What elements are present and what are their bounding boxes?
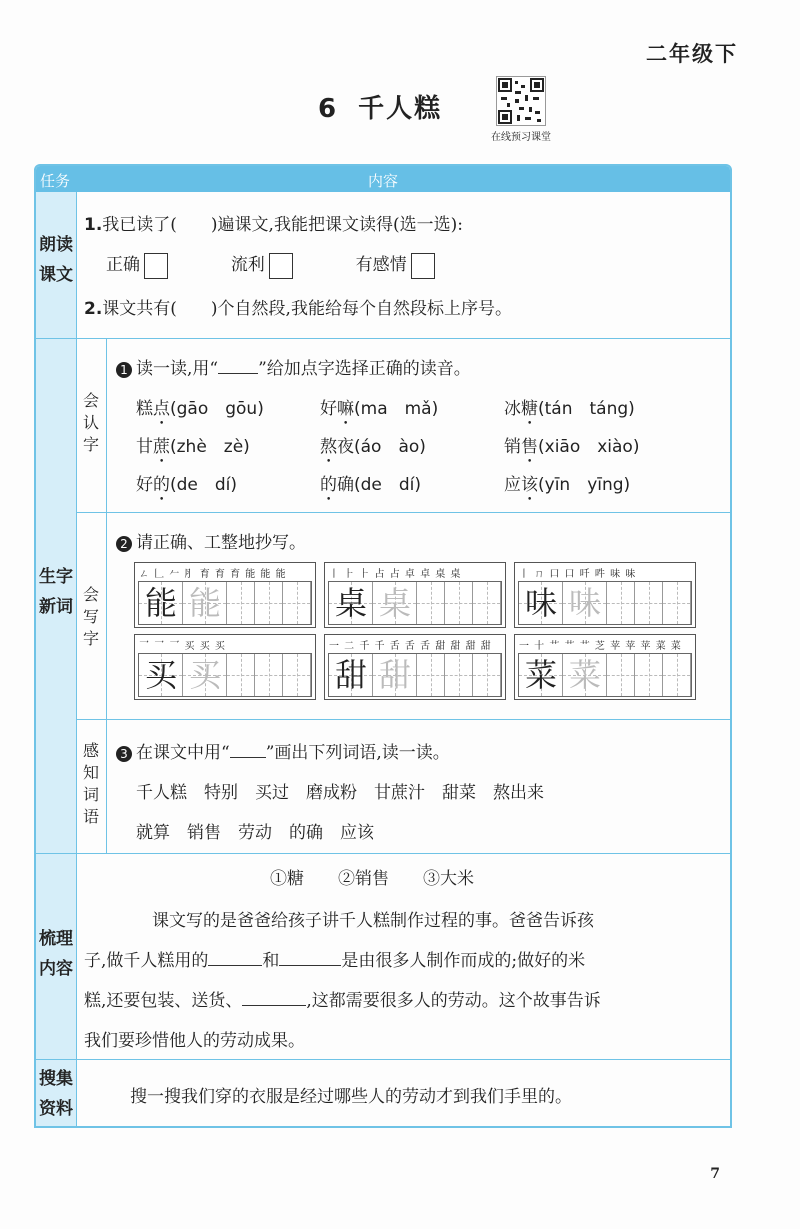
pinyin-item: 好的(de dí) bbox=[136, 475, 238, 495]
blank-1[interactable] bbox=[208, 965, 262, 966]
writing-grid[interactable] bbox=[518, 581, 692, 625]
summary-line-4: 我们要珍惜他人的劳动成果。 bbox=[84, 1031, 305, 1051]
pinyin-options[interactable]: (de dí) bbox=[354, 475, 422, 495]
row-divider bbox=[36, 853, 730, 854]
pinyin-item: 销售(xiāo xiào) bbox=[504, 437, 640, 457]
recognize-label: 会 认 字 bbox=[82, 391, 99, 454]
dotted-char: 蔗 bbox=[153, 437, 170, 457]
model-char: 甜 bbox=[334, 656, 367, 694]
perceive-label: 感 知 词 语 bbox=[82, 741, 99, 826]
writing-grid[interactable] bbox=[138, 581, 312, 625]
row-divider bbox=[36, 1059, 730, 1060]
model-char: 味 bbox=[524, 584, 557, 622]
summary-line-2: 子,做千人糕用的 和 是由很多人制作而成的;做好的米 bbox=[84, 951, 586, 971]
stroke-order: 一 二 千 千 舌 舌 舌 甜 甜 甜 甜 bbox=[329, 641, 492, 651]
trace-char: 甜 bbox=[378, 656, 411, 694]
summary-line-3: 糕,还要包装、送货、 ,这都需要很多人的劳动。这个故事告诉 bbox=[84, 991, 601, 1011]
summary-label: 梳理 内容 bbox=[39, 929, 73, 979]
pinyin-options[interactable]: (ma mǎ) bbox=[354, 399, 439, 419]
trace-char: 买 bbox=[188, 656, 221, 694]
recognize-instruction: 1 读一读,用“ ”给加点字选择正确的读音。 bbox=[116, 354, 471, 379]
perceive-instruction: 3 在课文中用“ ”画出下列词语,读一读。 bbox=[116, 738, 450, 763]
checkbox-emotion[interactable] bbox=[411, 253, 435, 279]
dotted-char: 点 bbox=[153, 399, 170, 419]
lesson-title bbox=[318, 88, 442, 125]
dotted-char: 的 bbox=[320, 475, 337, 495]
reading-item-1: 1.我已读了( )遍课文,我能把课文读得(选一选): bbox=[84, 215, 463, 235]
worksheet-table bbox=[34, 164, 732, 1128]
lesson-number: 6 bbox=[318, 94, 339, 124]
stroke-order: 一 十 艹 艹 艹 芝 苹 苹 苹 菜 菜 bbox=[519, 641, 682, 651]
pinyin-item: 好嘛(ma mǎ) bbox=[320, 399, 439, 419]
sub-row-divider bbox=[76, 719, 730, 720]
model-char: 买 bbox=[144, 656, 177, 694]
grade-label: 二年级下 bbox=[646, 42, 738, 66]
model-char: 菜 bbox=[524, 656, 557, 694]
header-task: 任务 bbox=[40, 172, 71, 190]
trace-char: 味 bbox=[568, 584, 601, 622]
pinyin-item: 糕点(gāo gōu) bbox=[136, 399, 264, 419]
pinyin-item: 的确(de dí) bbox=[320, 475, 422, 495]
row-divider bbox=[36, 338, 730, 339]
sub-column-divider bbox=[106, 338, 107, 853]
blank-2[interactable] bbox=[279, 965, 341, 966]
stroke-order: 丨 ⺊ ⺊ 占 占 卓 卓 桌 桌 bbox=[329, 569, 462, 579]
summary-choices: ①糖 ②销售 ③大米 bbox=[270, 869, 474, 889]
blank-3[interactable] bbox=[242, 1005, 306, 1006]
new-words-label: 生字 新词 bbox=[39, 567, 73, 617]
reading-options bbox=[106, 250, 435, 279]
pinyin-item: 甘蔗(zhè zè) bbox=[136, 437, 250, 457]
option-emotion: 有感情 bbox=[356, 255, 435, 275]
pinyin-options[interactable]: (zhè zè) bbox=[170, 437, 250, 457]
stroke-order: ㄥ 𠃊 𠂉 ⺼ 育 育 育 能 能 能 bbox=[139, 569, 287, 579]
writing-grid[interactable] bbox=[328, 581, 502, 625]
dotted-char: 熬 bbox=[320, 437, 337, 457]
qr-code-icon[interactable] bbox=[496, 76, 546, 126]
option-correct: 正确 bbox=[106, 255, 168, 275]
writing-grid[interactable] bbox=[138, 653, 312, 697]
writing-grid[interactable] bbox=[328, 653, 502, 697]
write-instruction: 2 请正确、工整地抄写。 bbox=[116, 528, 306, 553]
pinyin-item: 冰糖(tán táng) bbox=[504, 399, 635, 419]
header-content: 内容 bbox=[367, 172, 398, 190]
pinyin-item: 熬夜(áo ào) bbox=[320, 437, 426, 457]
pinyin-options[interactable]: (gāo gōu) bbox=[170, 399, 264, 419]
table-header bbox=[36, 166, 730, 192]
char-writing-card bbox=[324, 562, 506, 628]
pinyin-options[interactable]: (xiāo xiào) bbox=[538, 437, 640, 457]
label-column bbox=[36, 192, 76, 1126]
option-fluent: 流利 bbox=[231, 255, 293, 275]
checkbox-fluent[interactable] bbox=[269, 253, 293, 279]
write-label: 会 写 字 bbox=[82, 585, 99, 648]
char-writing-card bbox=[324, 634, 506, 700]
model-char: 桌 bbox=[334, 584, 367, 622]
pinyin-options[interactable]: (áo ào) bbox=[354, 437, 426, 457]
writing-grid[interactable] bbox=[518, 653, 692, 697]
pinyin-options[interactable]: (de dí) bbox=[170, 475, 238, 495]
dotted-char: 该 bbox=[521, 475, 538, 495]
trace-char: 能 bbox=[188, 584, 221, 622]
word-list-1: 千人糕 特别 买过 磨成粉 甘蔗汁 甜菜 熬出来 bbox=[136, 783, 544, 803]
stroke-order: 乛 乛 乛 买 买 买 bbox=[139, 641, 226, 651]
collect-text: 搜一搜我们穿的衣服是经过哪些人的劳动才到我们手里的。 bbox=[130, 1087, 572, 1107]
lesson-title-text: 千人糕 bbox=[358, 94, 443, 124]
pinyin-options[interactable]: (tán táng) bbox=[538, 399, 635, 419]
trace-char: 桌 bbox=[378, 584, 411, 622]
reading-label: 朗读 课文 bbox=[39, 235, 73, 285]
trace-char: 菜 bbox=[568, 656, 601, 694]
char-writing-card bbox=[514, 562, 696, 628]
page-number: 7 bbox=[710, 1166, 720, 1182]
column-divider bbox=[76, 192, 77, 1126]
dotted-char: 嘛 bbox=[337, 399, 354, 419]
char-writing-card bbox=[514, 634, 696, 700]
summary-line-1: 课文写的是爸爸给孩子讲千人糕制作过程的事。爸爸告诉孩 bbox=[152, 911, 594, 931]
collect-label: 搜集 资料 bbox=[39, 1069, 73, 1119]
dotted-char: 售 bbox=[521, 437, 538, 457]
reading-item-2: 2.课文共有( )个自然段,我能给每个自然段标上序号。 bbox=[84, 299, 512, 319]
sub-row-divider bbox=[76, 512, 730, 513]
word-list-2: 就算 销售 劳动 的确 应该 bbox=[136, 823, 374, 843]
char-writing-card bbox=[134, 562, 316, 628]
dotted-char: 的 bbox=[153, 475, 170, 495]
checkbox-correct[interactable] bbox=[144, 253, 168, 279]
model-char: 能 bbox=[144, 584, 177, 622]
qr-caption: 在线预习课堂 bbox=[491, 132, 551, 143]
char-writing-card bbox=[134, 634, 316, 700]
stroke-order: 丨 ㄇ 口 口 吀 吽 味 味 bbox=[519, 569, 637, 579]
dotted-char: 糖 bbox=[521, 399, 538, 419]
pinyin-item: 应该(yīn yīng) bbox=[504, 475, 631, 495]
pinyin-options[interactable]: (yīn yīng) bbox=[538, 475, 631, 495]
